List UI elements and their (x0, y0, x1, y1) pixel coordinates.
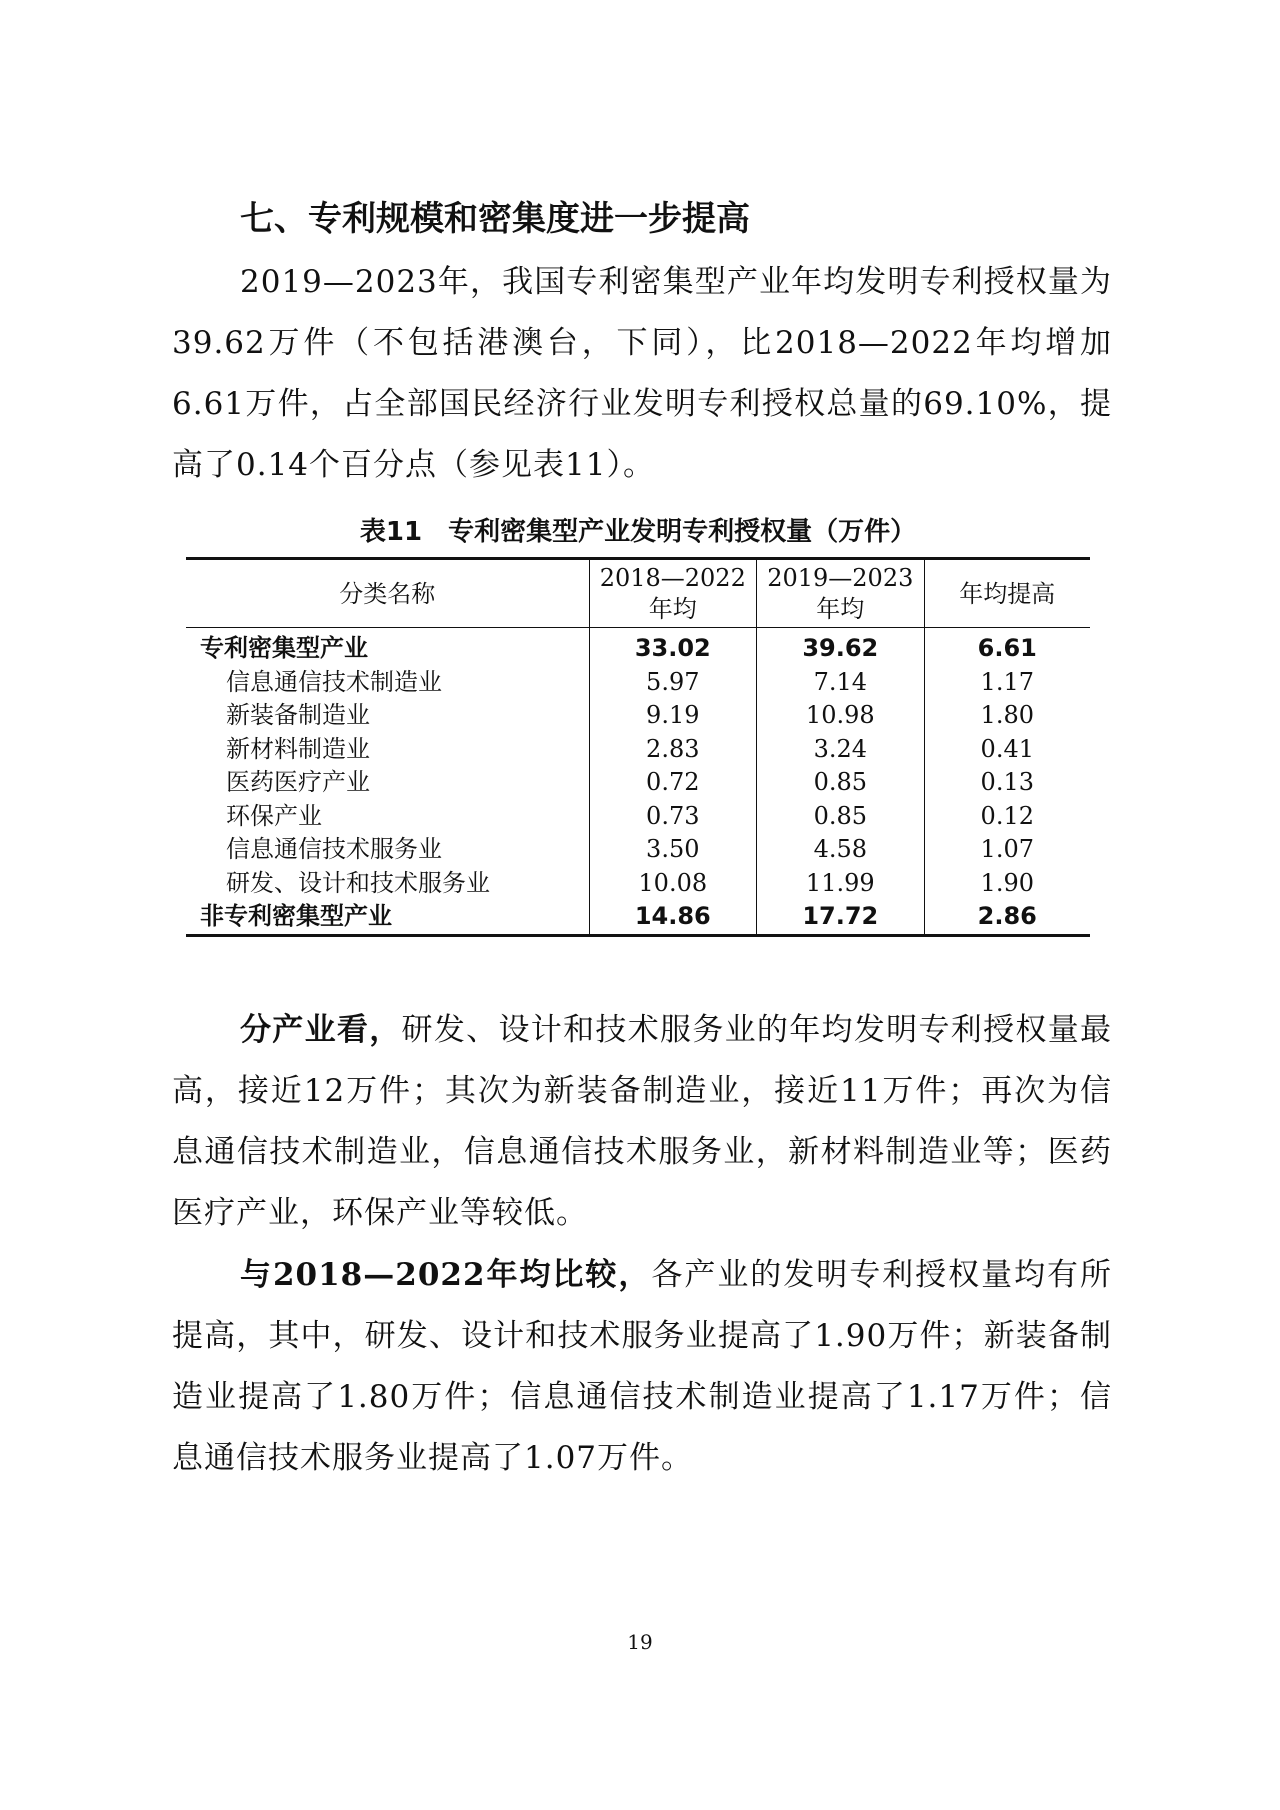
table-row (186, 666, 1090, 700)
table-row (186, 900, 1090, 935)
cell-increase: 0.13 (924, 766, 1090, 800)
row-name: 环保产业 (226, 801, 322, 830)
cell-2018-2022: 10.08 (589, 867, 757, 901)
cell-2019-2023: 4.58 (757, 833, 925, 867)
cell-increase: 6.61 (924, 628, 1090, 666)
header-category (186, 559, 589, 628)
intro-paragraph: 2019—2023年，我国专利密集型产业年均发明专利授权量为39.62万件（不包括港澳台，下同），比2018—2022年均增加6.61万件，占全部国民经济行业发明专利授权总量的69.10%，提高了0.14个百分点（参见表11）。 (172, 264, 1112, 483)
cell-2019-2023: 17.72 (757, 900, 925, 935)
cell-2018-2022: 14.86 (589, 900, 757, 935)
comparison-text: 各产业的发明专利授权量均有所提高，其中，研发、设计和技术服务业提高了1.90万件；新装备制造业提高了1.80万件；信息通信技术制造业提高了1.17万件；信息通信技术服务业提高了1.07万件。 (172, 1257, 1113, 1476)
table-header-row (186, 559, 1090, 628)
table-row (186, 628, 1090, 666)
header-2019-2023-label: 2019—2023 年均 (767, 564, 914, 623)
header-increase-label: 年均提高 (959, 579, 1056, 608)
cell-increase: 1.07 (924, 833, 1090, 867)
cell-increase: 1.17 (924, 666, 1090, 700)
cell-increase: 0.12 (924, 800, 1090, 834)
industry-analysis-paragraph (172, 1000, 1112, 1244)
header-category-label: 分类名称 (339, 579, 436, 608)
cell-increase: 0.41 (924, 733, 1090, 767)
cell-2019-2023: 10.98 (757, 699, 925, 733)
table-row (186, 699, 1090, 733)
row-name: 新材料制造业 (226, 734, 370, 763)
row-name: 专利密集型产业 (200, 634, 368, 663)
row-name: 新装备制造业 (226, 701, 370, 730)
cell-increase: 2.86 (924, 900, 1090, 935)
comparison-paragraph (172, 1245, 1112, 1489)
comparison-lead: 与2018—2022年均比较， (240, 1257, 652, 1293)
section-heading: 七、专利规模和密集度进一步提高 (240, 199, 750, 239)
header-increase (924, 559, 1090, 628)
row-name: 医药医疗产业 (226, 768, 370, 797)
cell-2018-2022: 33.02 (589, 628, 757, 666)
header-2019-2023 (757, 559, 925, 628)
patent-table (186, 557, 1090, 937)
cell-2018-2022: 0.73 (589, 800, 757, 834)
cell-2018-2022: 9.19 (589, 699, 757, 733)
cell-2018-2022: 5.97 (589, 666, 757, 700)
header-2018-2022-label: 2018—2022 年均 (599, 564, 746, 623)
table-row (186, 800, 1090, 834)
row-name: 信息通信技术服务业 (226, 835, 442, 864)
row-name: 研发、设计和技术服务业 (226, 868, 490, 897)
cell-2019-2023: 0.85 (757, 766, 925, 800)
cell-2018-2022: 0.72 (589, 766, 757, 800)
cell-2019-2023: 0.85 (757, 800, 925, 834)
cell-increase: 1.90 (924, 867, 1090, 901)
table-row (186, 833, 1090, 867)
cell-2019-2023: 39.62 (757, 628, 925, 666)
row-name: 非专利密集型产业 (200, 902, 392, 931)
page-number: 19 (627, 1630, 653, 1654)
header-2018-2022 (589, 559, 757, 628)
industry-analysis-text: 研发、设计和技术服务业的年均发明专利授权量最高，接近12万件；其次为新装备制造业，接近11万件；再次为信息通信技术制造业，信息通信技术服务业，新材料制造业等；医药医疗产业，环保产业等较低。 (172, 1012, 1113, 1231)
cell-2018-2022: 3.50 (589, 833, 757, 867)
table-caption: 表11 专利密集型产业发明专利授权量（万件） (359, 517, 917, 547)
table-row (186, 733, 1090, 767)
cell-increase: 1.80 (924, 699, 1090, 733)
industry-analysis-lead: 分产业看， (240, 1012, 402, 1048)
cell-2019-2023: 3.24 (757, 733, 925, 767)
row-name: 信息通信技术制造业 (226, 667, 442, 696)
cell-2018-2022: 2.83 (589, 733, 757, 767)
cell-2019-2023: 11.99 (757, 867, 925, 901)
table-row (186, 867, 1090, 901)
cell-2019-2023: 7.14 (757, 666, 925, 700)
table-row (186, 766, 1090, 800)
